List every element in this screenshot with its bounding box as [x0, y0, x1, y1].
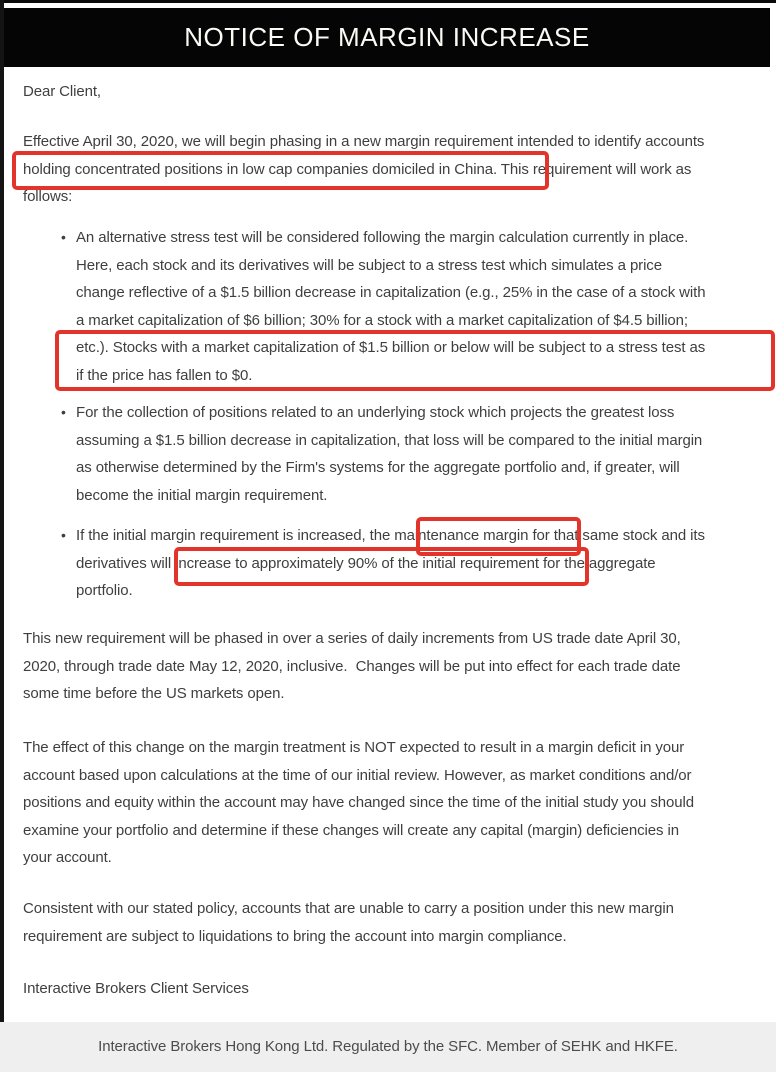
bullet-text	[76, 399, 702, 509]
bullet-icon: •	[61, 229, 66, 245]
text-line: if the price has fallen to $0.	[76, 366, 253, 384]
phase-in-paragraph	[23, 625, 681, 708]
liquidation-paragraph	[23, 895, 674, 950]
text-line: For the collection of positions related to an underlying stock which projects the greatest loss	[76, 404, 675, 421]
text-line: as otherwise determined by the Firm's systems for the aggregate portfolio and, if greater, will	[76, 459, 680, 476]
text-line: Consistent with our stated policy, accounts that are unable to carry a position under this new margin	[23, 900, 674, 917]
text-line: derivatives will increase to approximately 90% of the initial requirement for the aggregate	[76, 554, 656, 572]
text-line: requirement are subject to liquidations to bring the account into margin compliance.	[23, 927, 567, 945]
text-line: follows:	[23, 188, 73, 205]
text-line: positions and equity within the account may have changed since the time of the initial study you should	[23, 794, 694, 811]
footer-bar	[0, 1022, 776, 1072]
text-line: This new requirement will be phased in over a series of daily increments from US trade date April 30,	[23, 630, 681, 647]
text-line: An alternative stress test will be considered following the margin calculation currently in place.	[76, 229, 689, 246]
text-line: 2020, through trade date May 12, 2020, inclusive. Changes will be put into effect for each trade date	[23, 657, 681, 675]
text-line: If the initial margin requirement is increased, the maintenance margin for that same stock and its	[76, 527, 705, 544]
top-border-line	[0, 0, 776, 3]
effect-paragraph	[23, 734, 694, 872]
bullet-icon: •	[61, 404, 66, 420]
text-line: change reflective of a $1.5 billion decrease in capitalization (e.g., 25% in the case of a stock with	[76, 284, 706, 301]
text-line: assuming a $1.5 billion decrease in capitalization, that loss will be compared to the initial margin	[76, 431, 703, 449]
bullet-item-greatest-loss	[61, 399, 703, 509]
bullet-text	[76, 224, 705, 389]
bullet-item-stress-test	[61, 224, 706, 389]
signature-line: Interactive Brokers Client Services	[23, 980, 249, 997]
notice-header-bar	[4, 8, 770, 67]
text-line: The effect of this change on the margin treatment is NOT expected to result in a margin deficit in your	[23, 739, 685, 756]
text-line: Here, each stock and its derivatives will be subject to a stress test which simulates a price	[76, 256, 662, 274]
footer-text: Interactive Brokers Hong Kong Ltd. Regulated by the SFC. Member of SEHK and HKFE.	[98, 1038, 678, 1055]
text-line: become the initial margin requirement.	[76, 486, 328, 504]
bullet-text	[76, 522, 705, 605]
salutation: Dear Client,	[23, 83, 101, 100]
text-line: account based upon calculations at the time of our initial review. However, as market conditions and/or	[23, 766, 692, 784]
left-border-line	[0, 0, 4, 1022]
text-line: some time before the US markets open.	[23, 685, 285, 702]
text-line: examine your portfolio and determine if these changes will create any capital (margin) deficiencies in	[23, 821, 679, 839]
intro-paragraph	[23, 128, 704, 211]
text-line: holding concentrated positions in low cap companies domiciled in China. This requirement will work as	[23, 160, 692, 178]
bullet-item-maintenance-margin	[61, 522, 705, 605]
bullet-icon: •	[61, 527, 66, 543]
text-line: etc.). Stocks with a market capitalization of $1.5 billion or below will be subject to a stress test as	[76, 339, 706, 356]
text-line: portfolio.	[76, 582, 133, 599]
notice-title: NOTICE OF MARGIN INCREASE	[184, 22, 590, 52]
text-line: a market capitalization of $6 billion; 30% for a stock with a market capitalization of $4.5 billion;	[76, 311, 688, 329]
text-line: your account.	[23, 849, 112, 866]
text-line: Effective April 30, 2020, we will begin phasing in a new margin requirement intended to identify accounts	[23, 133, 705, 150]
